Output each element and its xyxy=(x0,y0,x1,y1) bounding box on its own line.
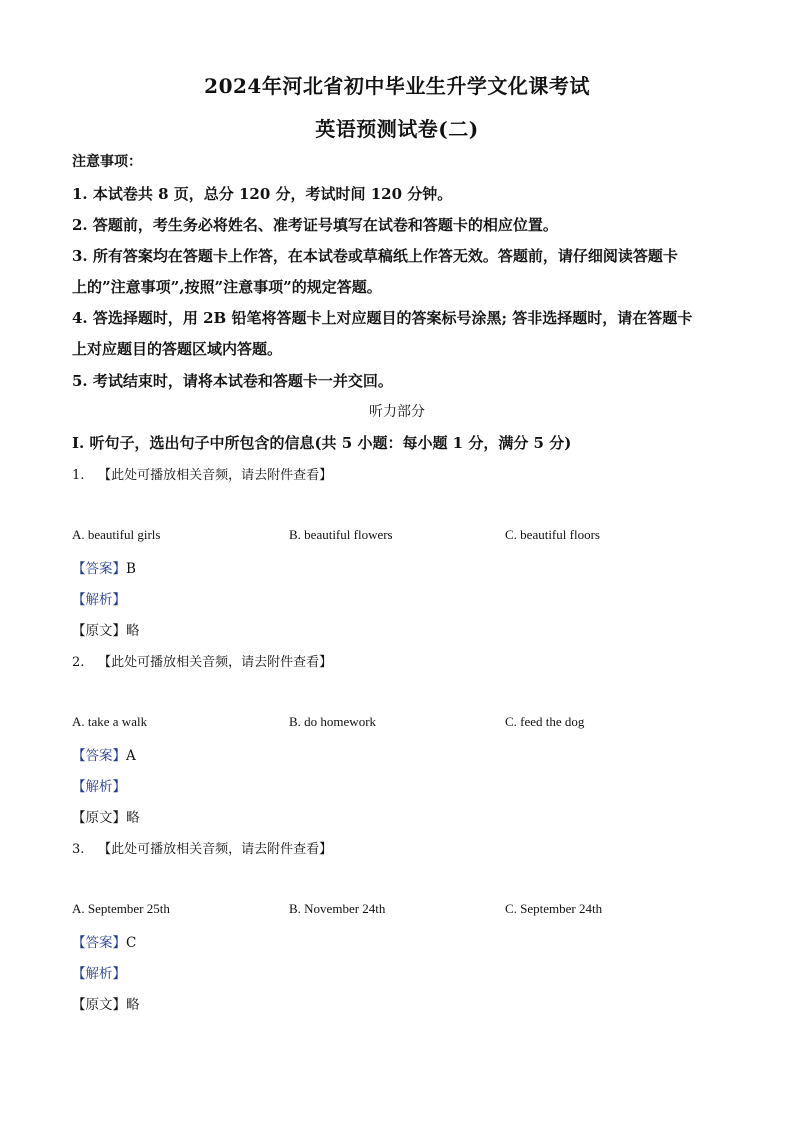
answer-label: 【答案】 xyxy=(72,561,126,577)
question-number: 3. xyxy=(72,842,85,857)
section-title: 听力部分 xyxy=(369,404,425,420)
option-c: C. beautiful floors xyxy=(505,527,600,542)
analysis-line xyxy=(72,588,126,608)
original-line xyxy=(72,619,140,639)
option-a: A. take a walk xyxy=(72,714,148,729)
analysis-label: 【解析】 xyxy=(72,779,126,795)
notice-item-3: 3. 所有答案均在答题卡上作答，在本试卷或草稿纸上作答无效。答题前，请仔细阅读答题卡 xyxy=(72,247,678,265)
option-c: C. feed the dog xyxy=(505,714,585,729)
question-number: 1. xyxy=(72,468,85,483)
answer-line xyxy=(72,557,136,577)
original-value: 略 xyxy=(126,810,140,826)
exam-title: 2024年河北省初中毕业生升学文化课考试 xyxy=(204,74,590,98)
answer-value: C xyxy=(126,935,137,951)
notice-heading: 注意事项： xyxy=(72,154,142,170)
analysis-line xyxy=(72,962,126,982)
answer-label: 【答案】 xyxy=(72,935,126,951)
analysis-line xyxy=(72,775,126,795)
answer-label: 【答案】 xyxy=(72,748,126,764)
notice-item-2: 2. 答题前，考生务必将姓名、准考证号填写在试卷和答题卡的相应位置。 xyxy=(72,216,558,234)
original-value: 略 xyxy=(126,997,140,1013)
audio-prompt: 【此处可播放相关音频，请去附件查看】 xyxy=(98,468,333,483)
part-heading: I. 听句子，选出句子中所包含的信息(共 5 小题：每小题 1 分，满分 5 分) xyxy=(72,434,572,452)
question-number: 2. xyxy=(72,655,85,670)
audio-prompt: 【此处可播放相关音频，请去附件查看】 xyxy=(98,842,333,857)
notice-item-1: 1. 本试卷共 8 页，总分 120 分，考试时间 120 分钟。 xyxy=(72,185,453,203)
analysis-label: 【解析】 xyxy=(72,592,126,608)
option-c: C. September 24th xyxy=(505,901,603,916)
notice-item-4-continued: 上对应题目的答题区域内答题。 xyxy=(72,340,283,358)
original-line xyxy=(72,993,140,1013)
notice-item-5: 5. 考试结束时，请将本试卷和答题卡一并交回。 xyxy=(72,372,393,390)
original-value: 略 xyxy=(126,623,140,639)
answer-line xyxy=(72,931,136,951)
original-line xyxy=(72,806,140,826)
audio-prompt: 【此处可播放相关音频，请去附件查看】 xyxy=(98,655,333,670)
answer-line xyxy=(72,744,136,764)
option-b: B. do homework xyxy=(289,714,377,729)
option-a: A. September 25th xyxy=(72,901,170,916)
question-3 xyxy=(72,838,332,857)
analysis-label: 【解析】 xyxy=(72,966,126,982)
option-b: B. beautiful flowers xyxy=(289,527,393,542)
option-b: B. November 24th xyxy=(289,901,386,916)
original-label: 【原文】 xyxy=(72,810,126,826)
answer-value: A xyxy=(126,748,136,764)
exam-subtitle: 英语预测试卷(二) xyxy=(315,117,479,141)
question-2 xyxy=(72,651,332,670)
option-a: A. beautiful girls xyxy=(72,527,161,542)
original-label: 【原文】 xyxy=(72,623,126,639)
original-label: 【原文】 xyxy=(72,997,126,1013)
notice-item-4: 4. 答选择题时，用 2B 铅笔将答题卡上对应题目的答案标号涂黑; 答非选择题时，请在答题卡 xyxy=(72,309,693,327)
answer-value: B xyxy=(126,561,136,577)
question-1 xyxy=(72,464,332,483)
notice-item-3-continued: 上的”注意事项”,按照”注意事项”的规定答题。 xyxy=(72,278,382,296)
